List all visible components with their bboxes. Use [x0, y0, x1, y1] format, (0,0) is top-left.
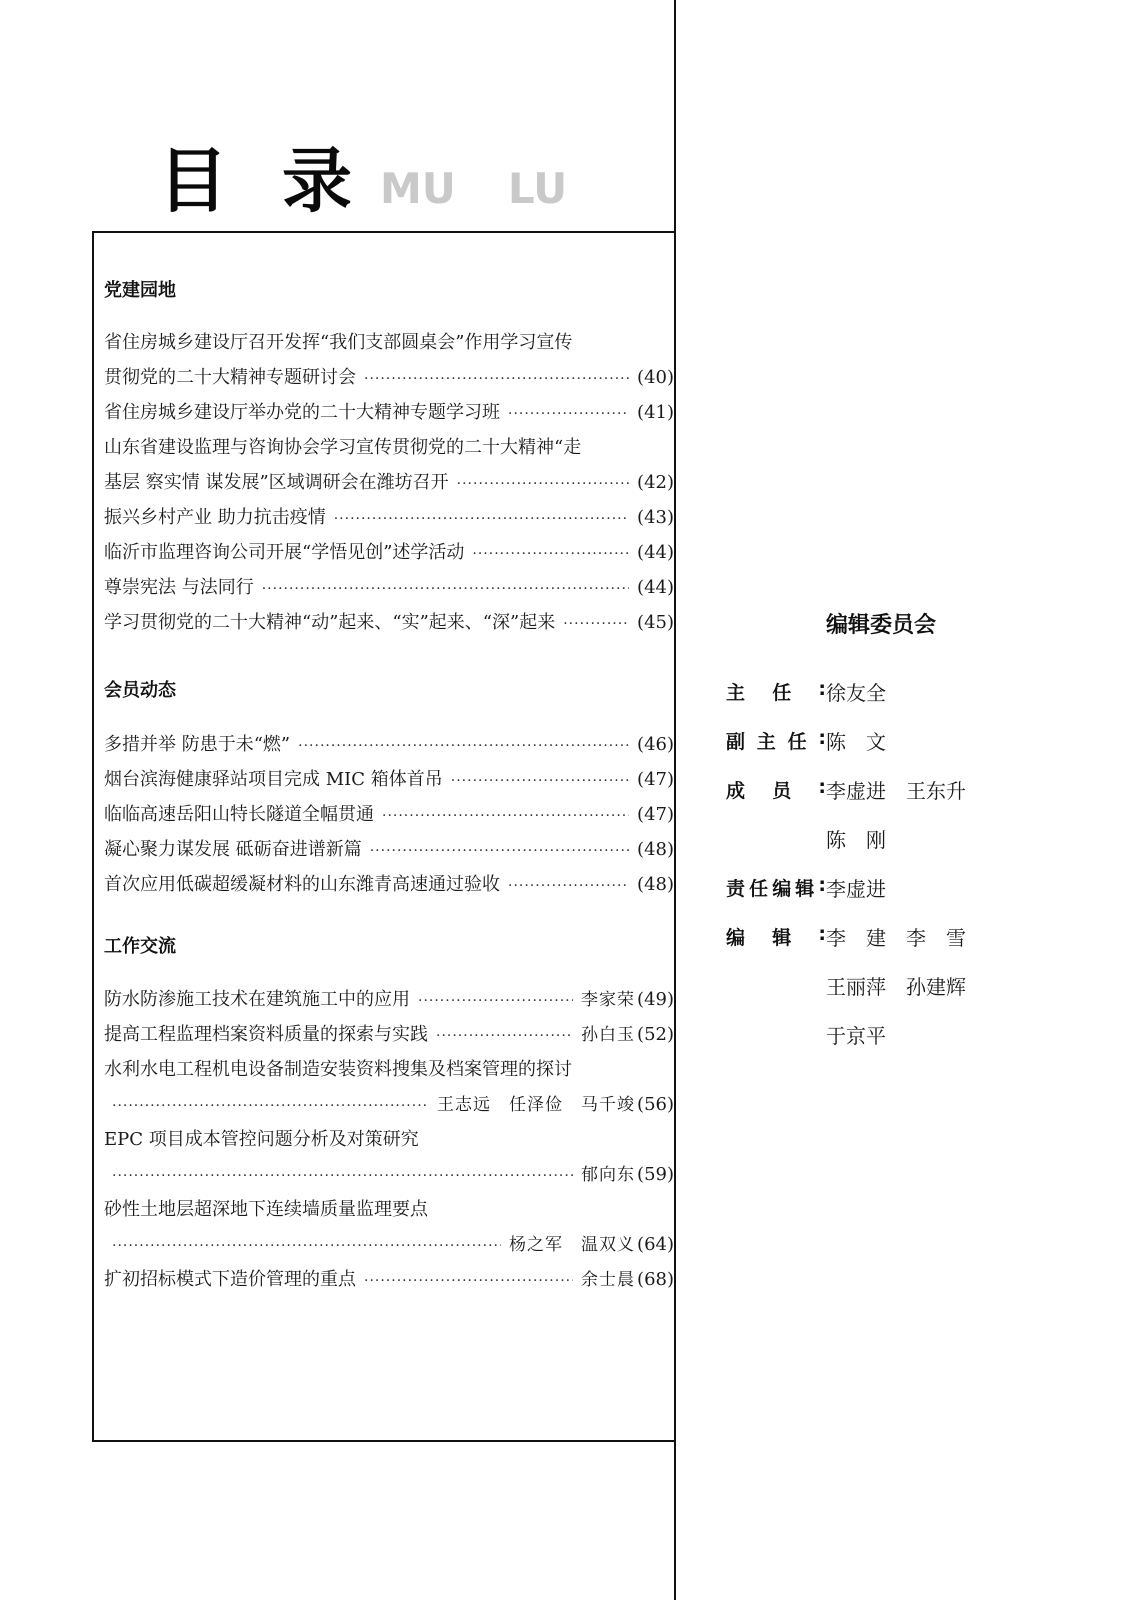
- leader-dots: [508, 402, 629, 426]
- page-number: (41): [637, 402, 674, 423]
- page-number: (44): [637, 577, 674, 598]
- member-role: 成 员 :: [726, 775, 826, 802]
- entry-title: 提高工程监理档案资料质量的探索与实践: [104, 1024, 428, 1045]
- entry-title: 振兴乡村产业 助力抗击疫情: [104, 507, 326, 528]
- page-number: (64): [637, 1234, 674, 1255]
- toc-entry[interactable]: [104, 401, 674, 425]
- page-number: (48): [637, 839, 674, 860]
- entry-title: 山东省建设监理与咨询协会学习宣传贯彻党的二十大精神“走: [104, 437, 582, 458]
- toc-entry[interactable]: [104, 1268, 674, 1292]
- leader-dots: [436, 1024, 573, 1048]
- committee-title: 编辑委员会: [826, 613, 937, 638]
- member-row: [726, 725, 886, 755]
- title-en-2: LU: [507, 164, 568, 213]
- entry-author: 余士晨: [581, 1270, 636, 1290]
- entry-title: 首次应用低碳超缓凝材料的山东潍青高速通过验收: [104, 874, 500, 895]
- toc-entry[interactable]: [104, 541, 674, 565]
- vertical-divider: [674, 0, 676, 1600]
- member-names: 陈 刚: [826, 827, 886, 852]
- entry-title: 砂性土地层超深地下连续墙质量监理要点: [104, 1199, 428, 1220]
- page-number: (68): [637, 1269, 674, 1290]
- leader-dots: [334, 507, 629, 531]
- entry-title: 贯彻党的二十大精神专题研讨会: [104, 367, 356, 388]
- toc-entry[interactable]: [104, 1023, 674, 1047]
- member-names: 于京平: [826, 1023, 886, 1048]
- toc-entry[interactable]: [104, 838, 674, 862]
- page-number: (46): [637, 734, 674, 755]
- leader-dots: [262, 577, 629, 601]
- toc-entry[interactable]: [104, 988, 674, 1012]
- section-heading: 会员动态: [104, 680, 176, 701]
- title-zh-1: 目: [158, 140, 228, 222]
- member-row: [726, 774, 966, 804]
- page-number: (44): [637, 542, 674, 563]
- leader-dots: [457, 472, 629, 496]
- member-row: [726, 676, 886, 706]
- entry-title: 凝心聚力谋发展 砥砺奋进谱新篇: [104, 839, 362, 860]
- member-role: 责 任 编 辑 :: [726, 873, 826, 900]
- entry-title: 基层 察实情 谋发展”区域调研会在潍坊召开: [104, 472, 449, 493]
- page-number: (45): [637, 612, 674, 633]
- toc-entry[interactable]: [104, 436, 674, 495]
- page-number: (48): [637, 874, 674, 895]
- entry-title: EPC 项目成本管控问题分析及对策研究: [104, 1129, 419, 1150]
- toc-entry[interactable]: [104, 733, 674, 757]
- member-names: 陈 文: [826, 729, 886, 754]
- leader-dots: [112, 1094, 429, 1118]
- entry-author: 李家荣: [581, 990, 636, 1010]
- title-zh-2: 录: [282, 140, 352, 222]
- entry-title: 临临高速岳阳山特长隧道全幅贯通: [104, 804, 374, 825]
- entry-title: 水利水电工程机电设备制造安装资料搜集及档案管理的探讨: [104, 1059, 572, 1080]
- entry-title: 防水防渗施工技术在建筑施工中的应用: [104, 989, 410, 1010]
- toc-entry[interactable]: [104, 803, 674, 827]
- leader-dots: [364, 1269, 573, 1293]
- section-heading: 工作交流: [104, 936, 176, 957]
- leader-dots: [472, 542, 629, 566]
- entry-author: 郁向东: [581, 1165, 636, 1185]
- entry-author: 杨之军 温双义: [509, 1235, 636, 1255]
- entry-title: 学习贯彻党的二十大精神“动”起来、“实”起来、“深”起来: [104, 612, 556, 633]
- page-number: (59): [637, 1164, 674, 1185]
- toc-entry[interactable]: [104, 611, 674, 635]
- member-row: [726, 823, 886, 853]
- leader-dots: [364, 367, 629, 391]
- member-row: [726, 1019, 886, 1049]
- toc-entry[interactable]: [104, 1198, 674, 1257]
- entry-title: 多措并举 防患于未“燃”: [104, 734, 291, 755]
- member-row: [726, 872, 886, 902]
- leader-dots: [382, 804, 629, 828]
- member-row: [726, 970, 966, 1000]
- page-number: (42): [637, 472, 674, 493]
- entry-title: 尊崇宪法 与法同行: [104, 577, 254, 598]
- leader-dots: [370, 839, 629, 863]
- member-names: 李虚进: [826, 876, 886, 901]
- member-names: 王丽萍 孙建辉: [826, 974, 966, 999]
- page-number: (40): [637, 367, 674, 388]
- page-title: [158, 138, 568, 222]
- member-names: 徐友全: [826, 680, 886, 705]
- member-role: 编 辑 :: [726, 922, 826, 949]
- page-number: (56): [637, 1094, 674, 1115]
- page-number: (49): [637, 989, 674, 1010]
- entry-title: 省住房城乡建设厅召开发挥“我们支部圆桌会”作用学习宣传: [104, 332, 573, 353]
- leader-dots: [451, 769, 629, 793]
- leader-dots: [563, 612, 629, 636]
- toc-entry[interactable]: [104, 873, 674, 897]
- page-number: (43): [637, 507, 674, 528]
- member-row: [726, 921, 966, 951]
- toc-entry[interactable]: [104, 768, 674, 792]
- entry-title: 烟台滨海健康驿站项目完成 MIC 箱体首吊: [104, 769, 443, 790]
- leader-dots: [112, 1234, 501, 1258]
- member-names: 李 建 李 雪: [826, 925, 966, 950]
- entry-author: 孙白玉: [581, 1025, 636, 1045]
- toc-entry[interactable]: [104, 331, 674, 390]
- leader-dots: [112, 1164, 573, 1188]
- leader-dots: [508, 874, 629, 898]
- leader-dots: [298, 734, 629, 758]
- member-role: 副 主 任 :: [726, 726, 826, 753]
- page-number: (52): [637, 1024, 674, 1045]
- leader-dots: [418, 989, 573, 1013]
- title-en-1: MU: [380, 164, 456, 213]
- toc-entry[interactable]: [104, 576, 674, 600]
- entry-title: 临沂市监理咨询公司开展“学悟见创”述学活动: [104, 542, 465, 563]
- toc-entry[interactable]: [104, 1128, 674, 1187]
- entry-title: 省住房城乡建设厅举办党的二十大精神专题学习班: [104, 402, 500, 423]
- member-role: 主 任 :: [726, 677, 826, 704]
- toc-entry[interactable]: [104, 506, 674, 530]
- toc-entry[interactable]: [104, 1058, 674, 1117]
- section-heading: 党建园地: [104, 280, 176, 301]
- member-names: 李虚进 王东升: [826, 778, 966, 803]
- page-number: (47): [637, 769, 674, 790]
- entry-author: 王志远 任泽俭 马千竣: [437, 1095, 636, 1115]
- entry-title: 扩初招标模式下造价管理的重点: [104, 1269, 356, 1290]
- page-number: (47): [637, 804, 674, 825]
